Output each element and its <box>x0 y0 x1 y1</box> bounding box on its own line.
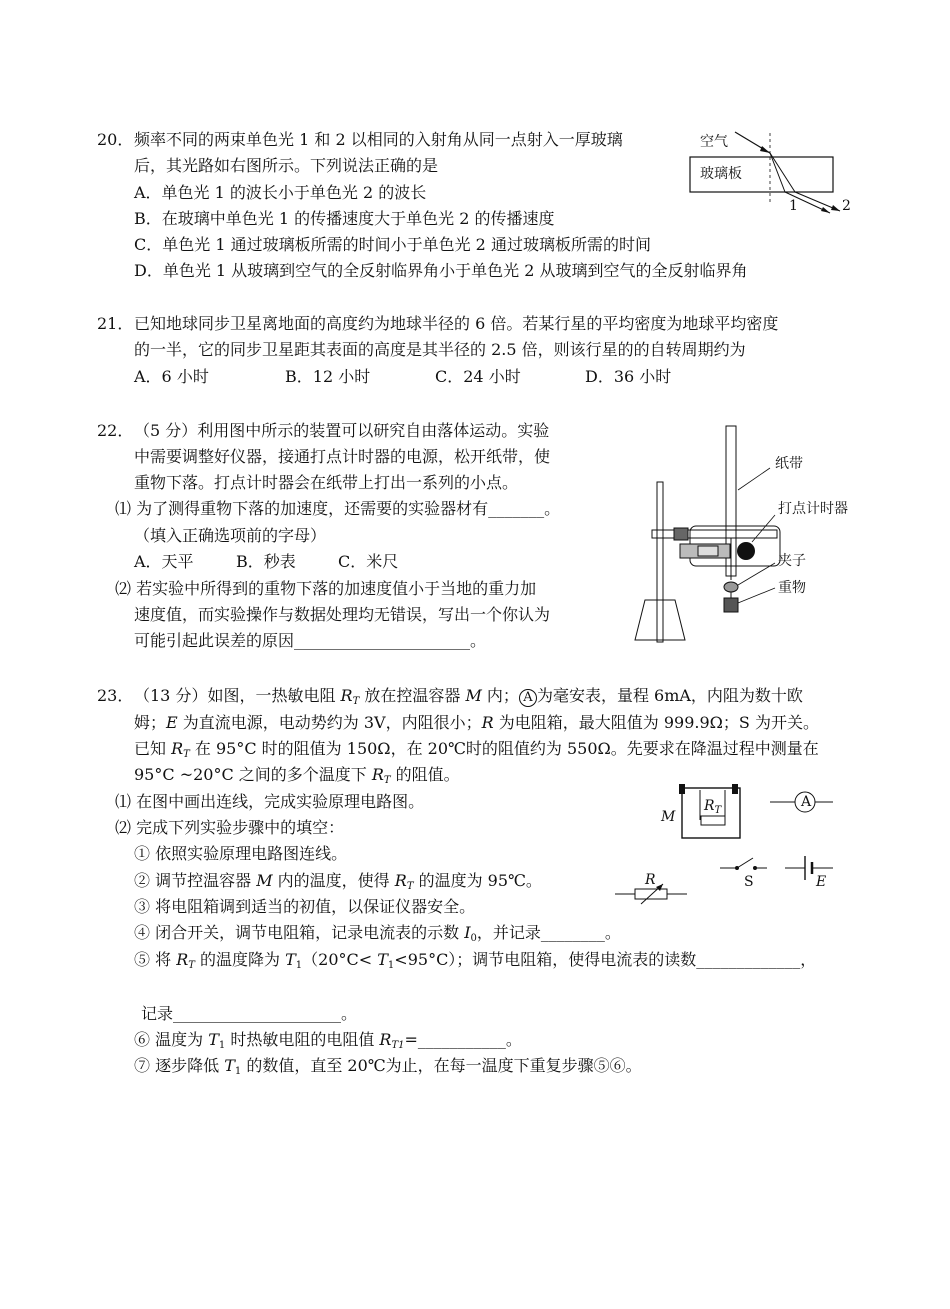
q20-option-a: A．单色光 1 的波长小于单色光 2 的波长 <box>134 183 427 202</box>
q22-stem-line3: 重物下落。打点计时器会在纸带上打出一系列的小点。 <box>134 473 519 492</box>
air-label: 空气 <box>700 134 728 150</box>
q23-stem-line4: 95°C ~20°C 之间的多个温度下 $R_T$ 的阻值。 <box>134 765 460 786</box>
thermistor-label: $R_T$ <box>704 798 722 816</box>
q23-step5: ⑤ 将 $R_T$ 的温度降为 $T_1(20^\circ C< T_1<95^\circ C)$；调节电阻箱，使得电流表的读数_____________， <box>134 950 817 971</box>
q21-number: 21． <box>97 314 134 333</box>
q20-stem-line1: 频率不同的两束单色光 1 和 2 以相同的入射角从同一点射入一厚玻璃 <box>134 130 623 149</box>
battery-E-label: E <box>816 874 827 890</box>
q23-circuit-figure <box>605 776 850 911</box>
ray1-label: 1 <box>789 198 798 214</box>
resistance-box-R-label: R <box>645 872 656 888</box>
q22-part2-line3: 可能引起此误差的原因______________________。 <box>134 631 487 650</box>
container-M-label: M <box>661 809 676 825</box>
q20-number: 20． <box>97 130 134 149</box>
q20-option-d: D．单色光 1 从玻璃到空气的全反射临界角小于单色光 2 从玻璃到空气的全反射临界角 <box>134 261 748 280</box>
q21-stem-line1: 已知地球同步卫星离地面的高度约为地球半径的 6 倍。若某行星的平均密度为地球平均密度 <box>134 314 779 333</box>
timer-label: 打点计时器 <box>778 501 848 517</box>
q23-step3: ③ 将电阻箱调到适当的初值，以保证仪器安全。 <box>134 897 476 916</box>
q22-option-c: C．米尺 <box>338 552 399 571</box>
q21-option-c: C．24 小时 <box>435 367 521 386</box>
q23-step6: ⑥ 温度为 $T_1$ 时热敏电阻的电阻值 $R_{T1}=\_\_\_\_\_\_\_\_\_\_\_$。 <box>134 1030 522 1051</box>
q20-refraction-figure <box>680 125 850 220</box>
q23-number: 23． <box>97 686 134 705</box>
q22-part2-line2: 速度值，而实验操作与数据处理均无错误，写出一个你认为 <box>134 605 551 624</box>
q21-option-b: B．12 小时 <box>285 367 371 386</box>
q23-step1: ① 依照实验原理电路图连线。 <box>134 844 348 863</box>
q22-stem-line2: 中需要调整好仪器，接通打点计时器的电源，松开纸带，使 <box>134 447 551 466</box>
q22-option-a: A．天平 <box>134 552 194 571</box>
ray2-label: 2 <box>842 198 851 214</box>
q22-part1-hint: （填入正确选项前的字母） <box>134 526 327 545</box>
q22-number: 22． <box>97 421 134 440</box>
q22-apparatus-figure <box>630 420 880 650</box>
switch-S-label: S <box>744 874 754 890</box>
ammeter-label: A <box>801 794 812 810</box>
q23-part1: ⑴ 在图中画出连线，完成实验原理电路图。 <box>115 792 425 811</box>
clip-label: 夹子 <box>778 553 806 569</box>
q23-step2: ② 调节控温容器 M 内的温度，使得 $R_T$ 的温度为 95℃。 <box>134 871 542 892</box>
q21-option-d: D．36 小时 <box>585 367 672 386</box>
q23-stem-line3: 已知 $R_T$ 在 95°C 时的阻值为 150Ω，在 20℃时的阻值约为 550Ω。先要求在降温过程中测量在 <box>134 739 819 760</box>
q23-step4: ④ 闭合开关，调节电阻箱，记录电流表的示数 $I_0$，并记录________。 <box>134 923 621 944</box>
weight-label: 重物 <box>778 580 806 596</box>
q22-option-b: B．秒表 <box>236 552 296 571</box>
q22-part2-line1: ⑵ 若实验中所得到的重物下落的加速度值小于当地的重力加 <box>115 579 537 598</box>
tape-label: 纸带 <box>775 456 803 472</box>
q20-stem-line2: 后，其光路如右图所示。下列说法正确的是 <box>134 156 439 175</box>
q20-option-c: C．单色光 1 通过玻璃板所需的时间小于单色光 2 通过玻璃板所需的时间 <box>134 235 651 254</box>
q23-part2: ⑵ 完成下列实验步骤中的填空： <box>115 818 345 837</box>
glass-label: 玻璃板 <box>700 166 742 182</box>
q23-stem-line1: （13 分）如图，一热敏电阻 $R_T$ 放在控温容器 M 内； A 为毫安表，量程 6mA，内阻为数十欧 <box>134 686 803 707</box>
q21-stem-line2: 的一半，它的同步卫星距其表面的高度是其半径的 2.5 倍，则该行星的的自转周期约为 <box>134 340 746 359</box>
q23-stem-line2: 姆；E 为直流电源，电动势约为 3V，内阻很小；R 为电阻箱，最大阻值为 999.9Ω；S 为开关。 <box>134 713 819 732</box>
q20-option-b: B．在玻璃中单色光 1 的传播速度大于单色光 2 的传播速度 <box>134 209 555 228</box>
q23-step5-record: 记录_____________________。 <box>141 1004 358 1023</box>
q22-part1: ⑴ 为了测得重物下落的加速度，还需要的实验器材有_______。 <box>115 499 561 518</box>
q21-option-a: A．6 小时 <box>134 367 209 386</box>
q22-stem-line1: （5 分）利用图中所示的装置可以研究自由落体运动。实验 <box>134 421 550 440</box>
q23-step7: ⑦ 逐步降低 $T_1$ 的数值，直至 20℃为止，在每一温度下重复步骤⑤⑥。 <box>134 1056 642 1077</box>
